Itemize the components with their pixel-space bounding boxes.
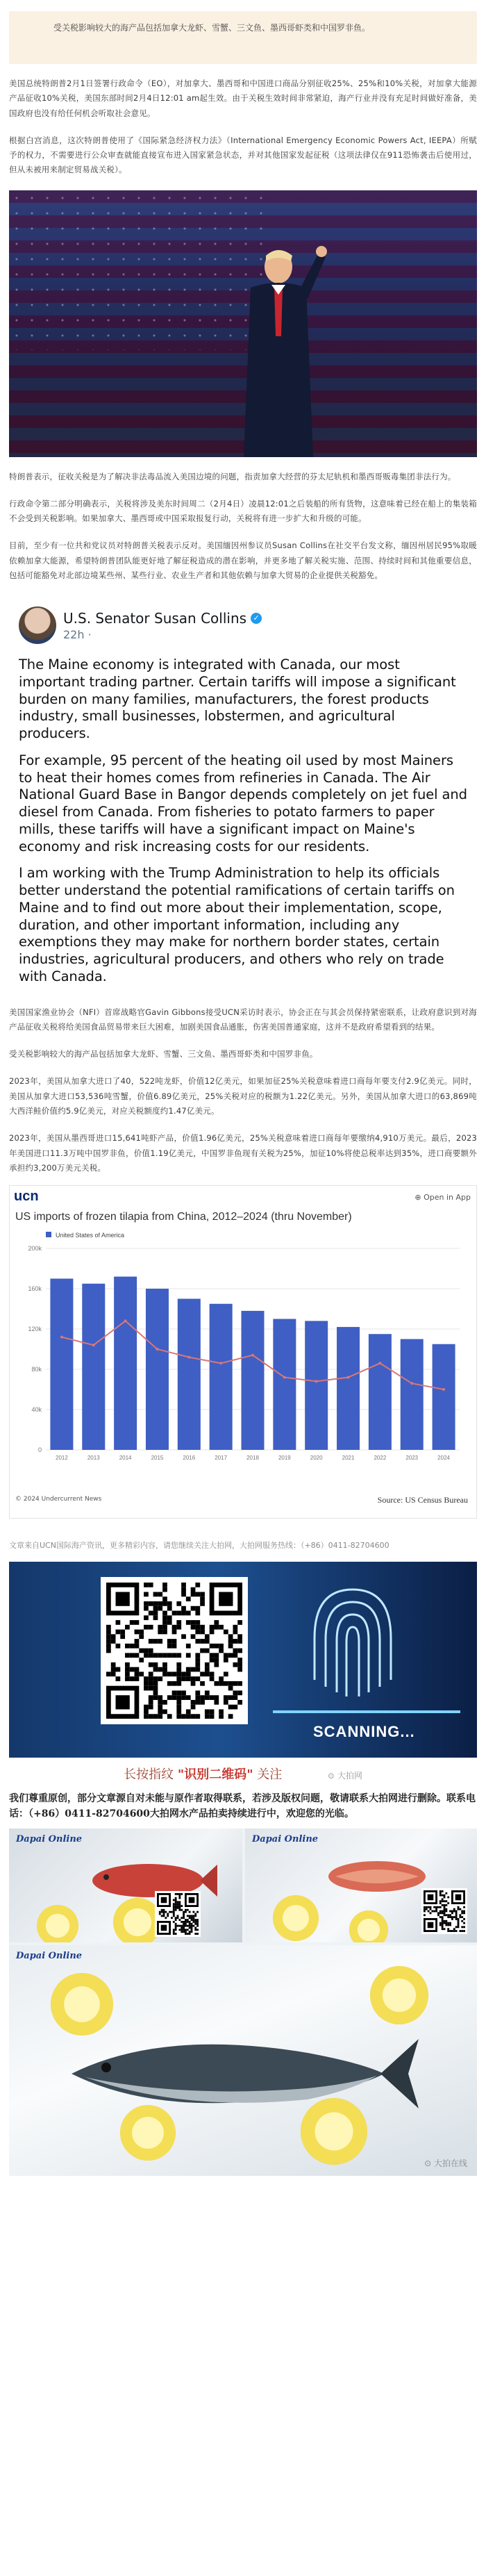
gallery-watermark: ⊙ 大拍在线 <box>424 2158 467 2169</box>
paragraph-5: 目前，至少有一位共和党议员对特朗普关税表示反对。美国缅因州参议员Susan Collins在社交平台发文称，缅因州居民95%取暖依赖加拿大能源，希望特朗普团队能更好地了解征税造成的潜在影响，并更多地了解关税实施、范围、持续时间和其他重要信息，包括可能豁免对北部边境某些州、某些行业、农业生产者和其他依赖与加拿大贸易的企业提供关税豁免。 <box>9 540 477 580</box>
line-point <box>60 1336 63 1339</box>
brand-watermark: Dapai Online <box>16 1834 83 1845</box>
lemon-slice <box>37 1905 78 1942</box>
y-tick-label: 40k <box>31 1406 42 1414</box>
bar <box>178 1299 201 1451</box>
product-photo-red-fish[interactable] <box>9 1828 242 1942</box>
paragraph-6: 美国国家渔业协会（NFI）首席战略官Gavin Gibbons接受UCN采访时表示，协会正在与其会员保持紧密联系，让政府意识到对海产品征收关税将给美国食品贸易带来巨大困难，加剧美国食品通胀，伤害美国普通家庭，这并不是政府希望看到的结果。 <box>9 1007 477 1032</box>
bar <box>114 1277 137 1450</box>
tweet-header <box>19 606 467 644</box>
x-tick-label: 2012 <box>56 1455 68 1462</box>
y-tick-label: 200k <box>28 1245 42 1253</box>
caption-watermark: ⊙ 大拍网 <box>328 1770 362 1781</box>
qr-caption-accent: "识别二维码" <box>177 1767 253 1782</box>
brand-watermark: Dapai Online <box>252 1834 319 1845</box>
speaker-silhouette <box>230 239 327 457</box>
tweet-text-2: For example, 95 percent of the heating oil used by most Mainers to heat their homes comes from refineries in Canada. The Air National Guard Base in Bangor depends completely on jet fuel and diesel from Canada. From fisheries to potato farmers to paper mills, these tariffs will have a significant impact on Maine's economy and risk increasing costs for our residents. <box>19 752 467 854</box>
x-tick-label: 2013 <box>87 1455 100 1462</box>
tilapia-imports-chart <box>9 1185 477 1519</box>
legend-swatch <box>46 1232 51 1237</box>
line-point <box>283 1376 286 1379</box>
qr-promo-banner <box>9 1562 477 1758</box>
line-point <box>315 1380 318 1382</box>
embedded-tweet[interactable] <box>9 595 477 993</box>
bar <box>433 1344 455 1450</box>
line-point <box>410 1382 413 1385</box>
paragraph-4: 行政命令第二部分明确表示，关税将涉及美东时间周二（2月4日）凌晨12:01之后装船的所有货物，这意味着已经在船上的集装箱不会受到关税影响。如果加拿大、墨西哥或中国采取报复行动，关税将有进一步扩大和升级的可能。 <box>9 498 477 524</box>
open-in-app-link[interactable]: ⊕ Open in App <box>414 1193 471 1203</box>
product-photo-whole-fish[interactable] <box>9 1945 477 2176</box>
tweet-author <box>63 610 262 641</box>
brand-watermark: Dapai Online <box>16 1951 83 1962</box>
tweet-text-1: The Maine economy is integrated with Canada, our most important trading partner. Certain tariffs will impose a significant burden on many families, manufacturers, the forest products industry, small businesses, lobstermen, and agricultural producers. <box>19 657 456 742</box>
x-tick-label: 2024 <box>437 1455 450 1462</box>
line-point <box>251 1354 254 1357</box>
lemon-slice <box>349 1910 388 1942</box>
chart-copyright: © 2024 Undercurrent News <box>15 1496 102 1503</box>
fingerprint-icon[interactable] <box>301 1576 405 1708</box>
intro-quote-text: 受关税影响较大的海产品包括加拿大龙虾、雪蟹、三文鱼、墨西哥虾类和中国罗非鱼。 <box>53 23 371 33</box>
paragraph-1: 美国总统特朗普2月1日签署行政命令（EO），对加拿大、墨西哥和中国进口商品分别征收25%、25%和10%关税，对加拿大能源产品征收10%关税，美国东部时间2月4日12:01 am起生效。由于关税生效时间非常紧迫，海产行业并没有充足时间做好准备，美国政府也没有给任何机会听取社会意见。 <box>9 79 477 118</box>
ucn-logo: ucn <box>14 1189 39 1205</box>
x-tick-label: 2016 <box>183 1455 196 1462</box>
lemon-slice <box>273 1895 319 1941</box>
article <box>0 11 486 2176</box>
line-point <box>156 1348 158 1351</box>
tweet-time[interactable]: 22h <box>63 627 85 641</box>
chart-title: US imports of frozen tilapia from China, 2012–2024 (thru November) <box>15 1211 352 1223</box>
paragraph-3: 特朗普表示，征收关税是为了解决非法毒品流入美国边境的问题，指责加拿大经营的芬太尼轨机和墨西哥贩毒集团非法行为。 <box>9 471 456 481</box>
paragraph-7: 受关税影响较大的海产品包括加拿大龙虾、雪蟹、三文鱼、墨西哥虾类和中国罗非鱼。 <box>9 1049 318 1059</box>
bar <box>146 1289 169 1450</box>
bar <box>82 1284 105 1450</box>
x-tick-label: 2019 <box>278 1455 291 1462</box>
copyright-notice: 我们尊重原创，部分文章源自对未能与原作者取得联系，若涉及版权问题，敬请联系大拍网进行删除。联系电话：（+86）0411-82704600大拍网水产品拍卖持续进行中，欢迎您的光临。 <box>9 1792 476 1820</box>
qr-code[interactable] <box>101 1577 248 1724</box>
tweet-text-3: I am working with the Trump Administration to help its officials better understand the potential ramifications of certain tariffs on Maine and to find out more about their implementation, scope, duration, and other important information, including any exemptions they may make for northern border states, certain industries, agricultural producers, and others who rely on trade with Canada. <box>19 865 455 984</box>
chart-plot <box>10 1228 476 1478</box>
legend-label: United States of America <box>56 1232 125 1239</box>
bar <box>401 1339 424 1451</box>
scanning-label: SCANNING... <box>313 1722 415 1740</box>
product-photo-fish-fillet[interactable] <box>245 1828 477 1942</box>
chart-source: Source: US Census Bureau <box>377 1495 468 1505</box>
qr-caption-suffix: 关注 <box>253 1767 283 1782</box>
trump-rally-photo <box>9 190 477 457</box>
qr-caption <box>9 1765 477 1783</box>
product-gallery <box>9 1828 477 2176</box>
verified-badge-icon: ✓ <box>251 613 262 624</box>
y-tick-label: 120k <box>28 1326 42 1333</box>
whole-fish-image <box>58 2022 419 2126</box>
x-tick-label: 2018 <box>246 1455 259 1462</box>
bar <box>241 1311 264 1450</box>
bar <box>50 1279 73 1451</box>
line-point <box>92 1344 95 1346</box>
avatar[interactable] <box>19 606 56 644</box>
tweet-author-name-text[interactable]: U.S. Senator Susan Collins <box>63 609 247 627</box>
x-tick-label: 2021 <box>342 1455 355 1462</box>
tweet-timestamp <box>63 628 262 641</box>
y-tick-label: 160k <box>28 1285 42 1293</box>
line-point <box>219 1362 222 1364</box>
bar <box>337 1327 360 1450</box>
intro-quote <box>9 11 477 64</box>
paragraph-2: 根据白宫消息，这次特朗普使用了《国际紧急经济权力法》（International Emergency Economic Powers Act, IEEPA）所赋予的权力，不需要进行公众审查就能直接宣布进入国家紧急状态，并对其他国家发起征税（这项法律仅在911恐怖袭击后使用过，但从未被用来制定贸易战关税）。 <box>9 135 477 175</box>
tweet-dot: · <box>87 627 92 641</box>
line-point <box>124 1319 127 1322</box>
bar <box>305 1321 328 1450</box>
x-tick-label: 2015 <box>151 1455 164 1462</box>
mini-qr-code[interactable] <box>155 1891 201 1937</box>
line-point <box>442 1388 445 1391</box>
x-tick-label: 2014 <box>119 1455 132 1462</box>
tweet-author-name[interactable] <box>63 610 262 627</box>
y-tick-label: 80k <box>31 1366 42 1373</box>
mini-qr-code[interactable] <box>421 1888 467 1934</box>
paragraph-9: 2023年，美国从墨西哥进口15,641吨虾产品，价值1.96亿美元，25%关税意味着进口商每年要缴纳4,910万美元。最后，2023年美国进口11.3万吨中国罗非鱼，价值1.19亿美元，中国罗非鱼现有关税为25%，加征10%将使总税率达到35%，进口商要额外承担约3,200万美元关税。 <box>9 1133 477 1173</box>
x-tick-label: 2023 <box>405 1455 419 1462</box>
x-tick-label: 2022 <box>374 1455 387 1462</box>
bar <box>369 1334 392 1450</box>
qr-caption-prefix: 长按指纹 <box>124 1767 178 1782</box>
line-point <box>378 1362 381 1364</box>
bar <box>210 1304 233 1450</box>
x-tick-label: 2020 <box>310 1455 323 1462</box>
scan-line <box>273 1710 460 1713</box>
flag-stars <box>9 190 267 350</box>
lemon-slice <box>370 1966 428 2024</box>
source-note: 文章来自UCN国际海产资讯，更多精彩内容，请您继续关注大拍网，大拍网服务热线：（+86）0411-82704600 <box>9 1541 389 1551</box>
paragraph-8: 2023年，美国从加拿大进口了40，522吨龙虾，价值12亿美元，如果加征25%关税意味着进口商每年要支付2.9亿美元。同时，美国从加拿大进口53,536吨雪蟹，价值6.89亿美元，25%关税对应的税额为1.22亿美元。另外，美国从加拿大进口的63,869吨大西洋鲑价值约5.9亿美元，对应关税额度约1.47亿美元。 <box>9 1076 477 1116</box>
y-tick-label: 0 <box>37 1446 42 1454</box>
fish-fillet-image <box>321 1852 433 1901</box>
line-point <box>347 1376 350 1379</box>
bar <box>273 1319 296 1451</box>
line-point <box>187 1356 190 1359</box>
x-tick-label: 2017 <box>215 1455 228 1462</box>
